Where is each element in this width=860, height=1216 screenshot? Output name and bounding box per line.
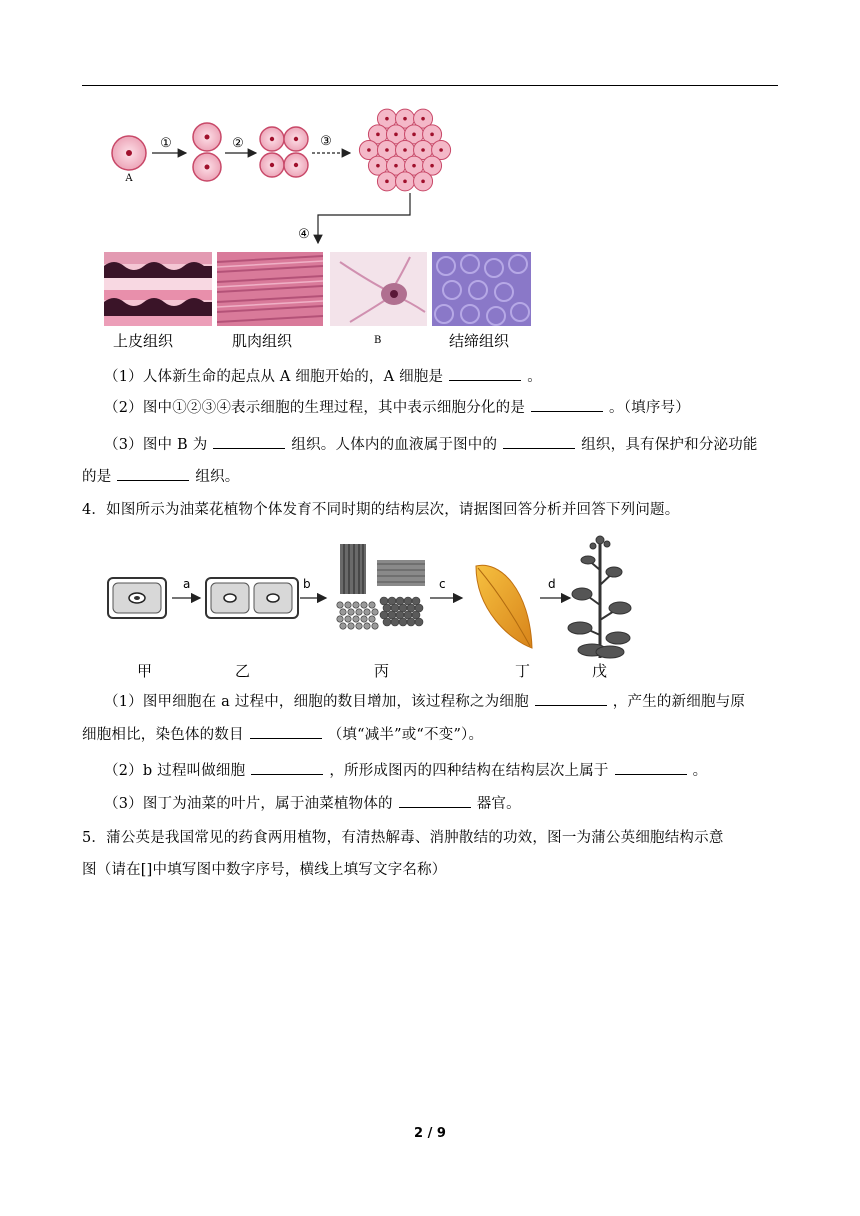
leaf-ding [476,565,532,648]
tissue-dot [356,623,362,629]
tissue-dot [407,618,415,626]
tissue-dot [364,623,370,629]
step-3-label: ③ [320,134,332,149]
label-yi: 乙 [235,662,251,680]
tissue-dot [361,616,367,622]
cluster-nucleus [403,148,407,152]
tissues-bing [337,544,425,629]
header-rule [82,85,778,86]
label-jia: 甲 [137,662,153,680]
tissue-dot [372,623,378,629]
q3-line-3: （3）图中 B 为 组织。人体内的血液属于图中的 组织，具有保护和分泌功能 [104,434,758,455]
q5-line-2: 图（请在[]中填写图中数字序号，横线上填写文字名称） [82,862,447,878]
tissue-dot [364,609,370,615]
arrow-c-label: c [439,577,446,591]
page-number: 2 / 9 [414,1126,446,1141]
q5-line-1: 5．蒲公英是我国常见的药食两用植物，有清热解毒、消肿散结的功效，图一为蒲公英细胞结构示意 [82,830,724,846]
label-bing: 丙 [374,662,390,680]
cell-yi [206,578,298,618]
cell-division-figure [100,95,470,255]
tissue-dot [353,602,359,608]
q4-line-1: （1）图甲细胞在 a 过程中，细胞的数目增加，该过程称之为细胞 ，产生的新细胞与原 [104,691,745,712]
tissue-dot [337,616,343,622]
q4-stem: 4．如图所示为油菜花植物个体发育不同时期的结构层次，请据图回答分析并回答下列问题。 [82,502,680,518]
cluster-nucleus [367,148,371,152]
q3-line-1: （1）人体新生命的起点从 A 细胞开始的，A 细胞是 。 [104,366,542,387]
cluster-nucleus [394,164,398,168]
q4-line-4: （3）图丁为油菜的叶片，属于油菜植物体的 器官。 [104,793,521,814]
tile-label-b: B [374,335,382,346]
cluster-nucleus [430,133,434,137]
connective-tissue-image [432,252,531,326]
step-2-label: ② [232,136,244,151]
four-cells [260,127,308,177]
tissue-dot [391,618,399,626]
muscle-tissue-image [217,252,323,326]
blank[interactable] [503,434,575,449]
blank[interactable] [399,793,471,808]
nerve-tissue-image [330,252,427,326]
tile-label-connective: 结缔组织 [449,332,510,350]
cluster-nucleus [430,164,434,168]
arrow-4 [318,193,410,243]
tissue-dot [353,616,359,622]
tissue-dot [348,609,354,615]
q3-line-4: 的是 组织。 [82,466,240,487]
tissue-dot [399,618,407,626]
cluster-nucleus [421,117,425,121]
tissue-dot [337,602,343,608]
plant-hierarchy-figure [100,530,660,680]
cluster-nucleus [421,148,425,152]
cluster-nucleus [385,180,389,184]
tile-label-epithelial: 上皮组织 [113,332,174,350]
cell-cluster [359,109,450,191]
two-cells [193,123,221,181]
tissue-dot [348,623,354,629]
blank[interactable] [531,397,603,412]
tissue-dot [356,609,362,615]
tissue-dot [372,609,378,615]
blank[interactable] [250,724,322,739]
label-a: A [125,173,133,184]
cluster-nucleus [376,164,380,168]
step-4-label: ④ [298,227,310,242]
tissue-dot [345,616,351,622]
tissue-dot [340,609,346,615]
plant-wu [568,536,631,658]
cell-jia [108,578,166,618]
blank[interactable] [535,691,607,706]
tissue-dot [369,616,375,622]
tissue-dot [345,602,351,608]
label-ding: 丁 [515,662,531,680]
tissue-dot [340,623,346,629]
blank[interactable] [213,434,285,449]
arrow-a-label: a [183,577,191,591]
cluster-nucleus [421,180,425,184]
cluster-nucleus [394,133,398,137]
blank[interactable] [117,466,189,481]
epithelial-tissue-image [104,252,212,326]
blank[interactable] [251,760,323,775]
label-wu: 戊 [592,662,608,680]
cluster-nucleus [412,164,416,168]
cluster-nucleus [403,117,407,121]
tissue-dot [383,618,391,626]
cluster-nucleus [385,148,389,152]
cluster-nucleus [385,117,389,121]
q4-line-3: （2）b 过程叫做细胞 ，所形成图丙的四种结构在结构层次上属于 。 [104,760,707,781]
arrow-b-label: b [303,577,311,591]
cluster-nucleus [439,148,443,152]
tissue-dot [369,602,375,608]
arrow-d-label: d [548,577,556,591]
tissue-dot [361,602,367,608]
cell-a [112,136,146,170]
step-1-label: ① [160,136,172,151]
blank[interactable] [615,760,687,775]
q4-line-2: 细胞相比，染色体的数目 （填“减半”或“不变”）。 [82,724,483,745]
cluster-nucleus [376,133,380,137]
blank[interactable] [449,366,521,381]
tile-label-muscle: 肌肉组织 [232,332,293,350]
q3-line-2: （2）图中①②③④表示细胞的生理过程，其中表示细胞分化的是 。（填序号） [104,397,690,418]
cluster-nucleus [403,180,407,184]
tissue-dot [415,618,423,626]
cluster-nucleus [412,133,416,137]
